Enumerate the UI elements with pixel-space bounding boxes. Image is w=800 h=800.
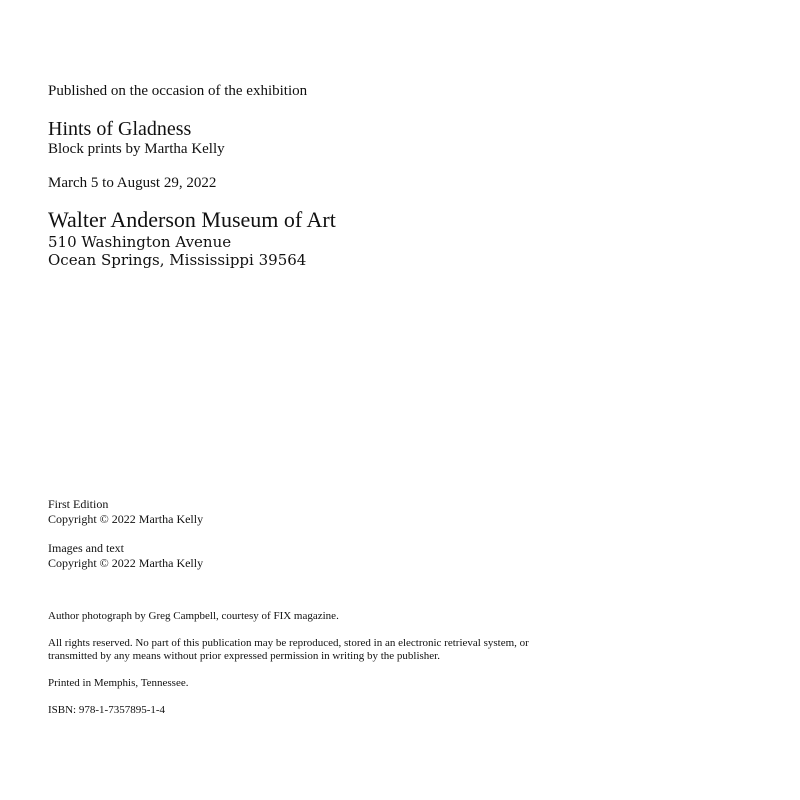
edition-label: First Edition — [48, 497, 109, 511]
venue-address-line1: 510 Washington Avenue — [48, 233, 232, 251]
images-copyright: Copyright © 2022 Martha Kelly — [48, 556, 204, 570]
exhibition-title: Hints of Gladness — [48, 118, 192, 140]
venue-name: Walter Anderson Museum of Art — [48, 207, 336, 232]
venue-address-line2: Ocean Springs, Mississippi 39564 — [48, 251, 307, 269]
printed-location: Printed in Memphis, Tennessee. — [48, 677, 189, 689]
rights-statement-line2: transmitted by any means without prior expressed permission in writing by the publisher. — [48, 650, 440, 662]
rights-statement-line1: All rights reserved. No part of this publication may be reproduced, stored in an electronic retrieval system, or — [48, 637, 529, 649]
edition-copyright: Copyright © 2022 Martha Kelly — [48, 512, 204, 526]
exhibition-dates: March 5 to August 29, 2022 — [48, 175, 217, 191]
images-label: Images and text — [48, 541, 124, 555]
exhibition-subtitle: Block prints by Martha Kelly — [48, 141, 225, 157]
isbn: ISBN: 978-1-7357895-1-4 — [48, 704, 166, 716]
photo-credit: Author photograph by Greg Campbell, courtesy of FIX magazine. — [48, 610, 339, 622]
exhibition-intro: Published on the occasion of the exhibition — [48, 83, 308, 99]
